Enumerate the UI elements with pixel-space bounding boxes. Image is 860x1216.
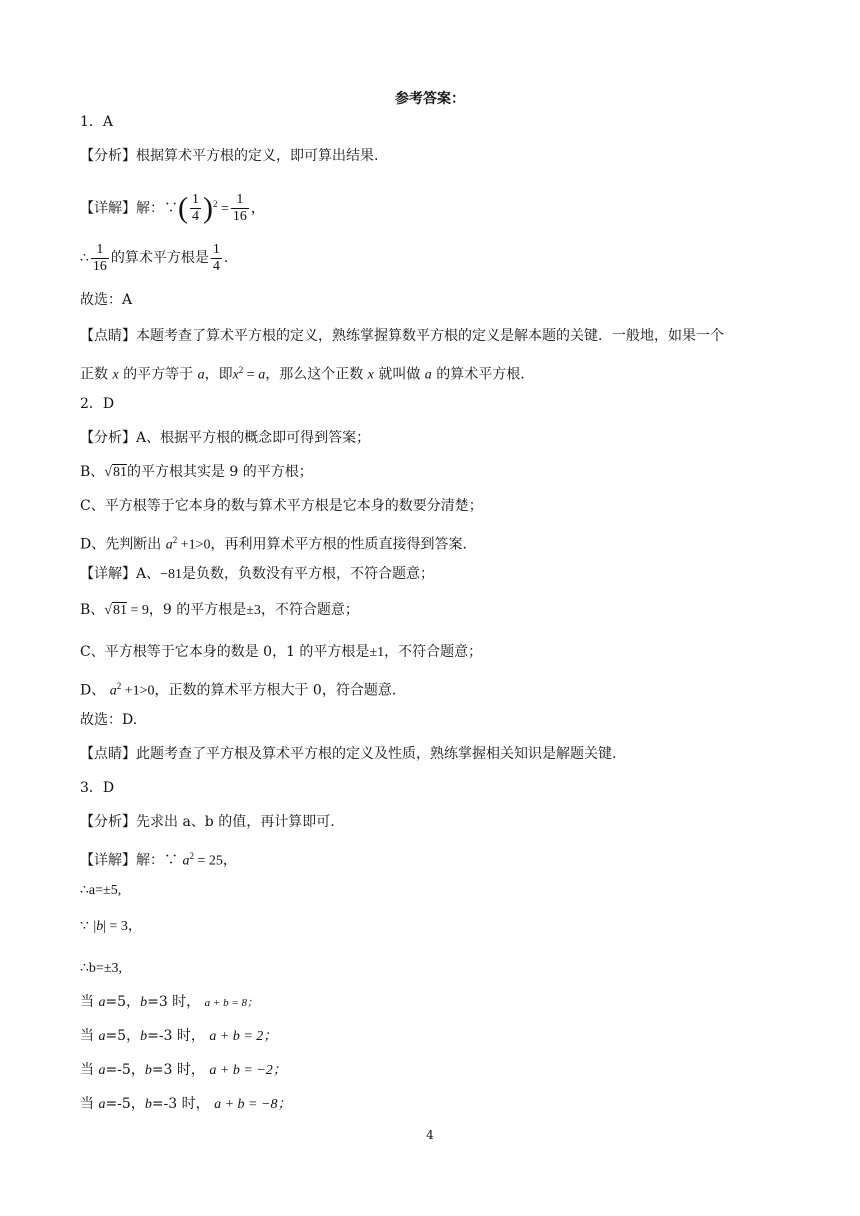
q2-analysis-a: 【分析】A、根据平方根的概念即可得到答案； [80,430,371,446]
q2-detail-b: B、√81 = 9，9 的平方根是±3，不符合题意； [80,602,359,618]
q1-answer: 1．A [80,114,114,130]
q3-case-2: 当 a=5，b=-3 时， a + b = 2； [80,1028,278,1044]
q1-comment-line2: 正数 x 的平方等于 a，即$x^2 = a$，那么这个正数 x 就叫做 a 的算术平方根. [80,365,525,383]
q1-fraction-sixteenth: $\frac{1}{16}$ [232,192,247,225]
page-title: 参考答案： [395,91,465,107]
q2-analysis-d: D、先判断出 $a^2 +1>0$，再利用算术平方根的性质直接得到答案. [80,535,467,553]
q2-analysis-c: C、平方根等于它本身的数与算术平方根是它本身的数要分清楚； [80,498,483,514]
q2-comment: 【点睛】此题考查了平方根及算术平方根的定义及性质，熟练掌握相关知识是解题关键. [80,746,617,762]
q2-detail-a: 【详解】A、−81是负数，负数没有平方根，不符合题意； [80,566,435,582]
q3-case-4: 当 a=-5，b=-3 时， a + b = −8； [80,1096,292,1112]
q1-choice: 故选：A [80,292,133,308]
page-number: 4 [426,1128,434,1142]
q1-comment-line1: 【点睛】本题考查了算术平方根的定义，熟练掌握算数平方根的定义是解本题的关键．一般地，如果一个 [80,328,724,344]
q3-analysis: 【分析】先求出 a、b 的值，再计算即可. [80,814,335,830]
q3-answer: 3．D [80,780,115,796]
q3-a-value: ∴a=±5, [80,882,122,898]
q2-choice: 故选：D. [80,712,138,728]
q2-answer: 2．D [80,396,115,412]
q2-detail-d: D、 $a^2 +1>0$，正数的算术平方根大于 0，符合题意. [80,681,397,699]
q1-fraction-quarter: $\frac{1}{4}$ [192,192,199,225]
q1-conclusion: ∴ $\frac{1}{16}$ 的算术平方根是 $\frac{1}{4}$ . [80,241,229,274]
q1-detail: 【详解】解：∵( $\frac{1}{4}$ )$^2$ = $\frac{1}{16}$ ， [80,191,265,225]
q3-abs-b: ∵ |b| = 3， [80,918,142,934]
q1-analysis: 【分析】根据算术平方根的定义，即可算出结果. [80,148,379,164]
q3-case-3: 当 a=-5，b=3 时， a + b = −2； [80,1062,287,1078]
q1-detail-label: 【详解】解：∵ [80,200,178,217]
q3-b-value: ∴b=±3, [80,960,123,976]
q2-analysis-b: B、√81的平方根其实是 9 的平方根； [80,464,313,480]
q2-detail-c: C、平方根等于它本身的数是 0，1 的平方根是±1，不符合题意； [80,644,483,660]
q3-case-1: 当 a=5，b=3 时， a + b = 8； [80,994,258,1010]
q3-detail: 【详解】解：∵ $a^2 = 25$， [80,851,237,869]
